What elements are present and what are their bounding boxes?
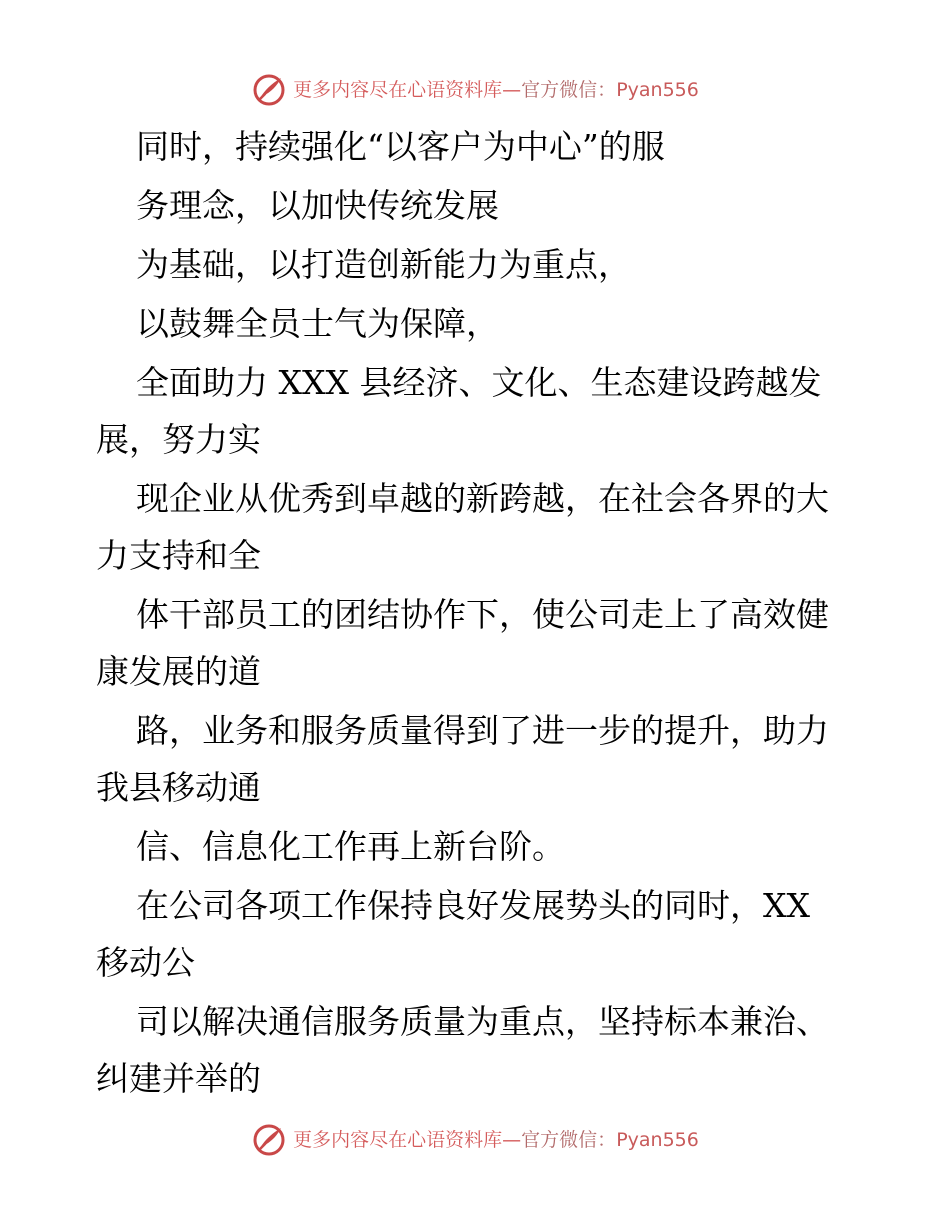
text-paragraph: [96, 470, 856, 584]
paragraph-line: 为基础，以打造创新能力为重点，: [136, 245, 631, 284]
watermark-wechat-id: Pyan556: [616, 1129, 699, 1151]
text-paragraph: [96, 702, 856, 816]
paragraph-line: 在公司各项工作保持良好发展势头的同时，XX: [136, 886, 810, 925]
watermark-brand: 更多内容尽在心语资料库: [293, 1129, 503, 1151]
paragraph-line: 以鼓舞全员士气为保障，: [136, 304, 499, 343]
watermark-dash: —: [502, 79, 522, 101]
paragraph-line: 务理念，以加快传统发展: [136, 186, 499, 225]
watermark-wechat-id: Pyan556: [616, 79, 699, 101]
text-paragraph: [96, 993, 856, 1107]
watermark-dash: —: [502, 1129, 522, 1151]
paragraph-line: 现企业从优秀到卓越的新跨越，在社会各界的大: [136, 479, 829, 518]
text-paragraph: [96, 877, 856, 991]
paragraph-line: 力支持和全: [96, 536, 261, 575]
paragraph-line: 体干部员工的团结协作下，使公司走上了高效健: [136, 595, 829, 634]
paragraph-line: 康发展的道: [96, 652, 261, 691]
paragraph-line: 信、信息化工作再上新台阶。: [136, 827, 565, 866]
text-paragraph: [96, 236, 856, 293]
text-paragraph: [96, 818, 856, 875]
paragraph-line: 展，努力实: [96, 420, 261, 459]
header-watermark: [0, 70, 950, 110]
paragraph-line: 移动公: [96, 943, 195, 982]
paragraph-line: 纠建并举的: [96, 1059, 261, 1098]
paragraph-line: 全面助力 XXX 县经济、文化、生态建设跨越发: [136, 363, 822, 402]
text-paragraph: [96, 177, 856, 234]
watermark-label: 官方微信：: [521, 79, 617, 101]
watermark-label: 官方微信：: [521, 1129, 617, 1151]
text-paragraph: [96, 586, 856, 700]
quill-logo-icon: [251, 1122, 287, 1158]
paragraph-line: 司以解决通信服务质量为重点，坚持标本兼治、: [136, 1002, 829, 1041]
paragraph-line: 路，业务和服务质量得到了进一步的提升，助力: [136, 711, 829, 750]
watermark-brand: 更多内容尽在心语资料库: [293, 79, 503, 101]
paragraph-line: 我县移动通: [96, 768, 261, 807]
footer-watermark: [0, 1120, 950, 1160]
paragraph-line: 同时，持续强化“以客户为中心”的服: [136, 127, 665, 166]
text-paragraph: [96, 118, 856, 175]
text-paragraph: [96, 354, 856, 468]
quill-logo-icon: [251, 72, 287, 108]
text-paragraph: [96, 295, 856, 352]
